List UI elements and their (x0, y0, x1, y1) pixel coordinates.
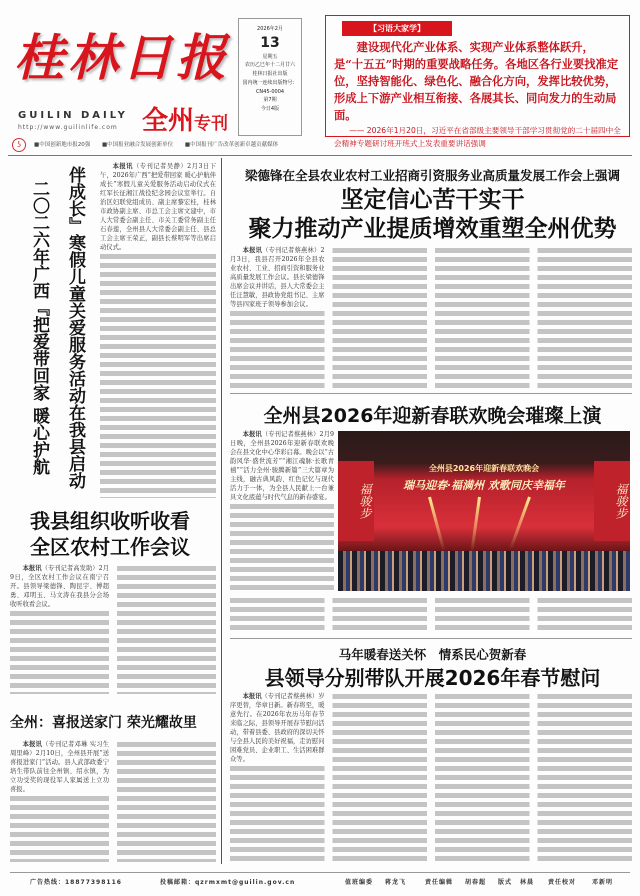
weekday: 星期五 (262, 53, 278, 60)
lead-text: 2月9日，全区农村工作会议在南宁召开。县领导梁德锋、陶昆宇、傅超勇、邓明玉、马文涛在我县分会场收听收看会议。 (10, 565, 110, 608)
gala-body-bottom (230, 596, 632, 634)
lead-text: 2月10日，全州县开展“送喜报进家门”活动。县人武部政委宁培生带队前往全州镇、绍水镇，为立功受奖的现役军人家属送上立功喜报。 (10, 750, 109, 793)
visit-kicker: 马年暖春送关怀 情系民心贺新春 (338, 647, 527, 662)
masthead-english: GUILIN DAILY (18, 110, 128, 121)
divider (8, 155, 632, 156)
divider (230, 638, 632, 639)
honors-line (34, 140, 278, 148)
industry-kicker: 梁德锋在全县农业农村工业招商引资服务业高质量发展工作会上强调 (244, 168, 620, 183)
rural-headline-2: 全区农村工作会议 (30, 535, 190, 559)
gala-body-left (230, 430, 334, 593)
divider (221, 158, 222, 864)
industry-body (230, 246, 632, 388)
gala-headline: 全州县2026年迎新春联欢晚会璀璨上演 (263, 405, 602, 427)
honor-item: ■中国报刊广告改革创新卓越贡献媒体 (184, 142, 279, 148)
xiyu-box (325, 15, 630, 148)
care-headline-2: 伴成长』寒假儿童关爱服务活动在我县启动 (65, 166, 85, 489)
byline: （专刊记者邓琳 实习生周里峰） (10, 741, 109, 757)
proof-label: 责任校对 (548, 879, 577, 886)
industry-headline (225, 186, 640, 244)
stage-light (509, 496, 531, 550)
care-body (100, 162, 216, 498)
logo-icon: ʖ (12, 138, 26, 152)
gala-photo (338, 431, 630, 591)
lead-tag: 本报讯 (242, 693, 262, 700)
stage-light (428, 497, 445, 552)
publisher: 桂林日报社出版 (252, 71, 288, 78)
lead-tag: 本报讯 (242, 431, 262, 438)
photo-banner-left: 福骏步 (338, 461, 374, 541)
care-headline-1: 二〇二六年广西『把爱带回家 暖心护航 (29, 180, 49, 475)
industry-headline-2: 聚力推动产业提质增效重塑全州优势 (248, 216, 617, 242)
submission-email: 投稿邮箱：qzrmxmt@guilin.gov.cn (160, 879, 296, 886)
industry-headline-1: 坚定信心苦干实干 (340, 187, 525, 213)
masthead-url: http://www.guilinlife.com (18, 124, 118, 131)
photo-banner-right: 福骏步 (594, 461, 630, 541)
page-count: 今日4版 (260, 106, 280, 113)
editor-name: 胡春超 (465, 879, 487, 886)
cn-label: 国内统一连续出版物号： (242, 79, 298, 86)
stage-light (470, 497, 481, 553)
date-month: 2026年2月 (257, 26, 283, 32)
lead-text: 2月9日晚，全州县2026年迎新春联欢晚会在县文化中心华彩启幕。晚会以“古韵风华·盛世流芳”“湘江魂脉·长歌青禧”“活力全州·骏腾新篇”三大篇章为主线，融古典风韵、红色记忆与现代活力于一体，为全县人民献上一台兼具文化底蕴与时代气息的新春盛宴。 (230, 431, 334, 501)
footer (0, 866, 640, 890)
edition-name: 全州 (142, 106, 195, 136)
rural-headline-1: 我县组织收听收看 (30, 509, 190, 533)
byline: （专刊记者吴静） (132, 163, 188, 170)
xiyu-source: —— 2026年1月20日，习近平在省部级主要领导干部学习贯彻党的二十届四中全会精神专题研讨班开班式上发表重要讲话强调 (334, 126, 621, 148)
duty-editor: 蒋龙飞 (385, 879, 407, 886)
visit-body (230, 692, 632, 862)
date-day: 13 (260, 34, 280, 51)
photo-performers (338, 551, 630, 591)
duty-label: 值班编委 (345, 879, 374, 886)
honor-item: ■中国创新地市报20强 (34, 142, 91, 148)
lunar-date: 农历乙巳年十二月廿六 (244, 62, 295, 69)
lead-text: 岁序更替，华章日新。新春将至，暖意先行。在2026年农历马年春节来临之际，县领导开展春节慰问活动，带着县委、县政府的深切关怀与全县人民的美好祝福，走访慰问困难党员、企业职工、生活困难群众等。 (230, 693, 325, 763)
xiyu-quote: 建设现代化产业体系、实现产业体系整体跃升，是“十五五”时期的重要战略任务。各地区各行业要找准定位，坚持智能化、绿色化、融合化方向，发挥比较优势，形成上下游产业相互衔接、各展其长、同向发力的生动局面。 (334, 40, 619, 122)
byline: （专刊记者蔡燕林） (262, 247, 321, 254)
layout-label: 版式 (498, 879, 513, 886)
xibao-headline: 全州：喜报送家门 荣光耀故里 (10, 715, 197, 731)
lead-text: 2月3日下午，2026年广西“把爱带回家 暖心护航伴成长”寒假儿童关爱服务活动启动仪式在红军长征湘江战役纪念园会议室举行。自治区妇联党组成员、副主席黎宏桂，桂林市政协副主席、市总工会主席文建中，市人大常委会副主任、市关工委常务副主任石春莲，全州县人大常委会副主任、县总工会主席王荣正，副县长蔡明军等出席启动仪式。 (100, 163, 217, 251)
honor-item: ■中国报业融合发展创新单位 (101, 142, 174, 148)
photo-stage-slogan: 瑞马迎春·福满州 欢歌同庆幸福年 (403, 479, 565, 492)
ad-hotline: 广告热线：18877398116 (30, 879, 122, 886)
lead-tag: 本报讯 (22, 565, 42, 572)
divider (230, 393, 632, 394)
lead-tag: 本报讯 (242, 247, 263, 254)
rural-body (10, 564, 216, 694)
masthead-title: 桂林日报 (14, 28, 230, 87)
photo-stage-title: 全州县2026年迎新春联欢晚会 (428, 464, 540, 473)
date-box (238, 18, 302, 136)
rural-headline (0, 508, 220, 560)
editor-label: 责任编辑 (425, 879, 454, 886)
xiyu-tag: 【习语大家学】 (342, 21, 452, 36)
byline: （专刊记者蔡燕林） (261, 693, 319, 700)
byline: （专刊记者蔡燕林） (261, 431, 320, 438)
lead-tag: 本报讯 (112, 163, 133, 170)
edition-suffix: 专刊 (194, 114, 229, 134)
layout-name: 林晨 (520, 879, 535, 886)
lead-tag: 本报讯 (22, 741, 43, 748)
edition-title (142, 100, 228, 137)
byline: （专刊记者高发助） (41, 565, 99, 572)
issue-number: 第7期 (263, 97, 277, 104)
cn-number: CN45-0004 (255, 88, 285, 95)
lead-text: 2月3日，我县召开2026年全县农业农村、工业、招商引资和服务业高质量发展工作会议。县长梁德锋出席会议并讲话，县人大常委会主任汪慧敏，县政协党组书记、主席等县四家班子领导参加会议。 (230, 247, 325, 308)
divider (10, 872, 630, 873)
visit-headline: 县领导分别带队开展2026年春节慰问 (264, 666, 601, 690)
proof-name: 邓新明 (592, 879, 614, 886)
xibao-body (10, 740, 216, 862)
